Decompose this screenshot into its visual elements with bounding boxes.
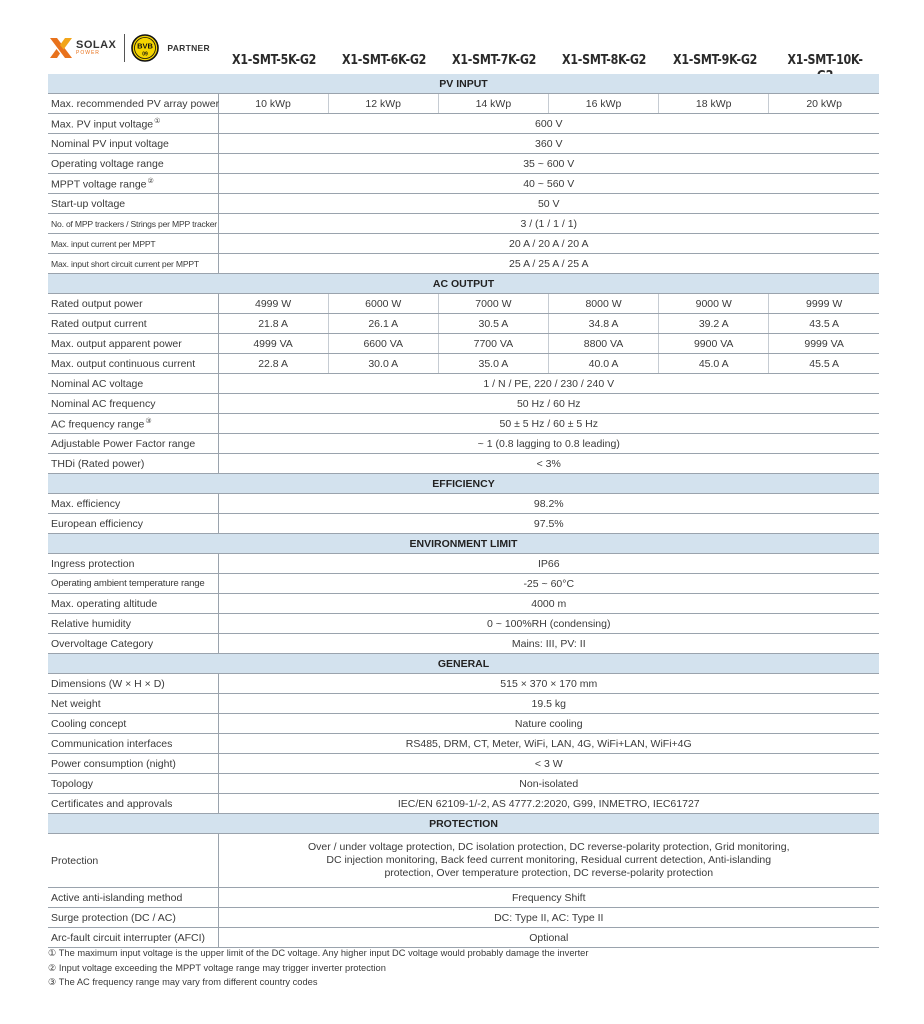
row-label: Net weight [48,694,218,714]
row-value: < 3 W [218,754,879,774]
row-label: Start-up voltage [48,194,218,214]
row-value: 50 Hz / 60 Hz [218,394,879,414]
row-value: Optional [218,928,879,948]
row-value: Frequency Shift [218,888,879,908]
row-label: Adjustable Power Factor range [48,434,218,454]
section-title: GENERAL [48,654,879,674]
row-value: 43.5 A [769,314,879,334]
spec-row [48,694,879,714]
row-value [218,834,879,888]
spec-row [48,834,879,888]
spec-row [48,494,879,514]
spec-row [48,334,879,354]
footnote: ② Input voltage exceeding the MPPT voltage range may trigger inverter protection [48,962,386,973]
spec-row [48,714,879,734]
spec-row [48,414,879,434]
model-header: X1-SMT-8K-G2 [562,52,647,68]
row-label: Cooling concept [48,714,218,734]
row-value: 45.0 A [659,354,769,374]
spec-row [48,94,879,114]
spec-row [48,634,879,654]
row-label: Max. efficiency [48,494,218,514]
row-label: Active anti-islanding method [48,888,218,908]
club-year: 09 [142,51,149,58]
row-value: 25 A / 25 A / 25 A [218,254,879,274]
row-value: 98.2% [218,494,879,514]
row-value: IEC/EN 62109-1/-2, AS 4777.2:2020, G99, INMETRO, IEC61727 [218,794,879,814]
model-header: X1-SMT-6K-G2 [342,52,427,68]
spec-row [48,794,879,814]
row-value: 97.5% [218,514,879,534]
footnote: ① The maximum input voltage is the upper limit of the DC voltage. Any higher input DC voltage would probably damage the inverter [48,948,589,958]
logo-divider [124,34,125,62]
spec-row [48,594,879,614]
row-value: 6000 W [328,294,438,314]
row-value: RS485, DRM, CT, Meter, WiFi, LAN, 4G, WiFi+LAN, WiFi+4G [218,734,879,754]
row-value: 50 ± 5 Hz / 60 ± 5 Hz [218,414,879,434]
row-value: 35.0 A [438,354,548,374]
row-label: Dimensions (W × H × D) [48,674,218,694]
row-value: 600 V [218,114,879,134]
row-value: 20 kWp [769,94,879,114]
section-title: PROTECTION [48,814,879,834]
header [48,28,880,72]
row-value: Mains: III, PV: II [218,634,879,654]
row-label: Rated output power [48,294,218,314]
row-value: 9000 W [659,294,769,314]
spec-row [48,394,879,414]
row-label: Relative humidity [48,614,218,634]
row-label: Nominal AC frequency [48,394,218,414]
row-label [48,414,218,434]
section-header [48,274,879,294]
label-text: AC frequency range [51,418,145,431]
row-label: Nominal PV input voltage [48,134,218,154]
row-label: Surge protection (DC / AC) [48,908,218,928]
row-value: 4999 VA [218,334,328,354]
row-label [48,174,218,194]
spec-row [48,434,879,454]
spec-table [48,74,879,948]
spec-row [48,314,879,334]
protection-line: Over / under voltage protection, DC isolation protection, DC reverse-polarity protection, Grid monitoring, [308,841,790,853]
row-value: 515 × 370 × 170 mm [218,674,879,694]
spec-row [48,374,879,394]
row-label: Max. input current per MPPT [48,234,218,254]
spec-row [48,134,879,154]
row-label: Protection [48,834,218,888]
row-label: European efficiency [48,514,218,534]
row-label: No. of MPP trackers / Strings per MPP tracker [48,214,218,234]
row-value: 35 ~ 600 V [218,154,879,174]
model-header: X1-SMT-7K-G2 [452,52,537,68]
row-value: < 3% [218,454,879,474]
row-value: 8800 VA [548,334,658,354]
spec-row [48,734,879,754]
row-value: 4999 W [218,294,328,314]
row-value: 0 ~ 100%RH (condensing) [218,614,879,634]
spec-row [48,774,879,794]
footnote-mark: ③ [145,417,152,425]
model-header: X1-SMT-10K- [787,52,863,68]
spec-row [48,888,879,908]
row-value: 30.0 A [328,354,438,374]
spec-row [48,454,879,474]
spec-row [48,234,879,254]
spec-row [48,614,879,634]
protection-line: DC injection monitoring, Back feed current monitoring, Residual current detection, Anti-islanding [326,854,772,866]
partner-label: PARTNER [167,43,210,53]
protection-line: protection, Over temperature protection, DC reverse-polarity protection [384,867,714,879]
row-value: 14 kWp [438,94,548,114]
row-value: 20 A / 20 A / 20 A [218,234,879,254]
row-label: Topology [48,774,218,794]
footnote-mark: ② [147,177,154,185]
row-value: 21.8 A [218,314,328,334]
row-value: IP66 [218,554,879,574]
section-header [48,534,879,554]
section-title: EFFICIENCY [48,474,879,494]
footnotes [48,946,880,990]
row-value: Nature cooling [218,714,879,734]
section-header [48,654,879,674]
row-label: Operating voltage range [48,154,218,174]
row-value: 1 / N / PE, 220 / 230 / 240 V [218,374,879,394]
spec-row [48,554,879,574]
row-label: Power consumption (night) [48,754,218,774]
solax-logo [48,30,210,66]
spec-row [48,254,879,274]
row-value: DC: Type II, AC: Type II [218,908,879,928]
row-label: Max. input short circuit current per MPPT [48,254,218,274]
row-label: Max. output apparent power [48,334,218,354]
row-value: 40 ~ 560 V [218,174,879,194]
row-value: 34.8 A [548,314,658,334]
row-value: ~ 1 (0.8 lagging to 0.8 leading) [218,434,879,454]
row-label [48,114,218,134]
row-label: Max. output continuous current [48,354,218,374]
row-value: 7700 VA [438,334,548,354]
row-value: 10 kWp [218,94,328,114]
row-value: 26.1 A [328,314,438,334]
club-letters: BVB [137,41,154,51]
row-value: 40.0 A [548,354,658,374]
spec-row [48,928,879,948]
spec-row [48,574,879,594]
section-header [48,74,879,94]
row-label: Certificates and approvals [48,794,218,814]
model-header: X1-SMT-9K-G2 [672,52,757,68]
row-label: Rated output current [48,314,218,334]
spec-row [48,174,879,194]
footnote-mark: ① [154,117,161,125]
footnote: ③ The AC frequency range may vary from different country codes [48,977,318,987]
row-value: 45.5 A [769,354,879,374]
section-header [48,814,879,834]
model-header: X1-SMT-5K-G2 [232,52,317,68]
row-value: 9999 W [769,294,879,314]
row-value: 19.5 kg [218,694,879,714]
spec-row [48,908,879,928]
row-value: 360 V [218,134,879,154]
spec-row [48,514,879,534]
row-label: Overvoltage Category [48,634,218,654]
spec-row [48,114,879,134]
row-value: 9999 VA [769,334,879,354]
row-value: 30.5 A [438,314,548,334]
row-label: Operating ambient temperature range [48,574,218,594]
spec-row [48,154,879,174]
spec-row [48,674,879,694]
row-label: Max. recommended PV array power [48,94,218,114]
spec-row [48,754,879,774]
label-text: MPPT voltage range [51,178,147,191]
row-value: 22.8 A [218,354,328,374]
section-header [48,474,879,494]
row-label: Arc-fault circuit interrupter (AFCI) [48,928,218,948]
row-value: -25 ~ 60°C [218,574,879,594]
row-value: 3 / (1 / 1 / 1) [218,214,879,234]
logo-brand: SOLAX [76,39,117,51]
row-value: 7000 W [438,294,548,314]
row-label: THDi (Rated power) [48,454,218,474]
section-title: PV INPUT [48,74,879,94]
row-value: 39.2 A [659,314,769,334]
row-value: 18 kWp [659,94,769,114]
logo-sub: POWER [76,50,100,56]
row-value: 9900 VA [659,334,769,354]
section-title: ENVIRONMENT LIMIT [48,534,879,554]
spec-row [48,294,879,314]
row-value: 8000 W [548,294,658,314]
row-value: 50 V [218,194,879,214]
row-label: Max. operating altitude [48,594,218,614]
section-title: AC OUTPUT [48,274,879,294]
spec-row [48,194,879,214]
row-label: Nominal AC voltage [48,374,218,394]
bvb-club-logo-icon [131,34,159,62]
row-value: 16 kWp [548,94,658,114]
row-value: Non-isolated [218,774,879,794]
row-label: Communication interfaces [48,734,218,754]
row-value: 12 kWp [328,94,438,114]
row-value: 4000 m [218,594,879,614]
spec-row [48,214,879,234]
spec-row [48,354,879,374]
solax-x-icon [48,35,74,61]
row-value: 6600 VA [328,334,438,354]
label-text: Max. PV input voltage [51,118,154,131]
row-label: Ingress protection [48,554,218,574]
